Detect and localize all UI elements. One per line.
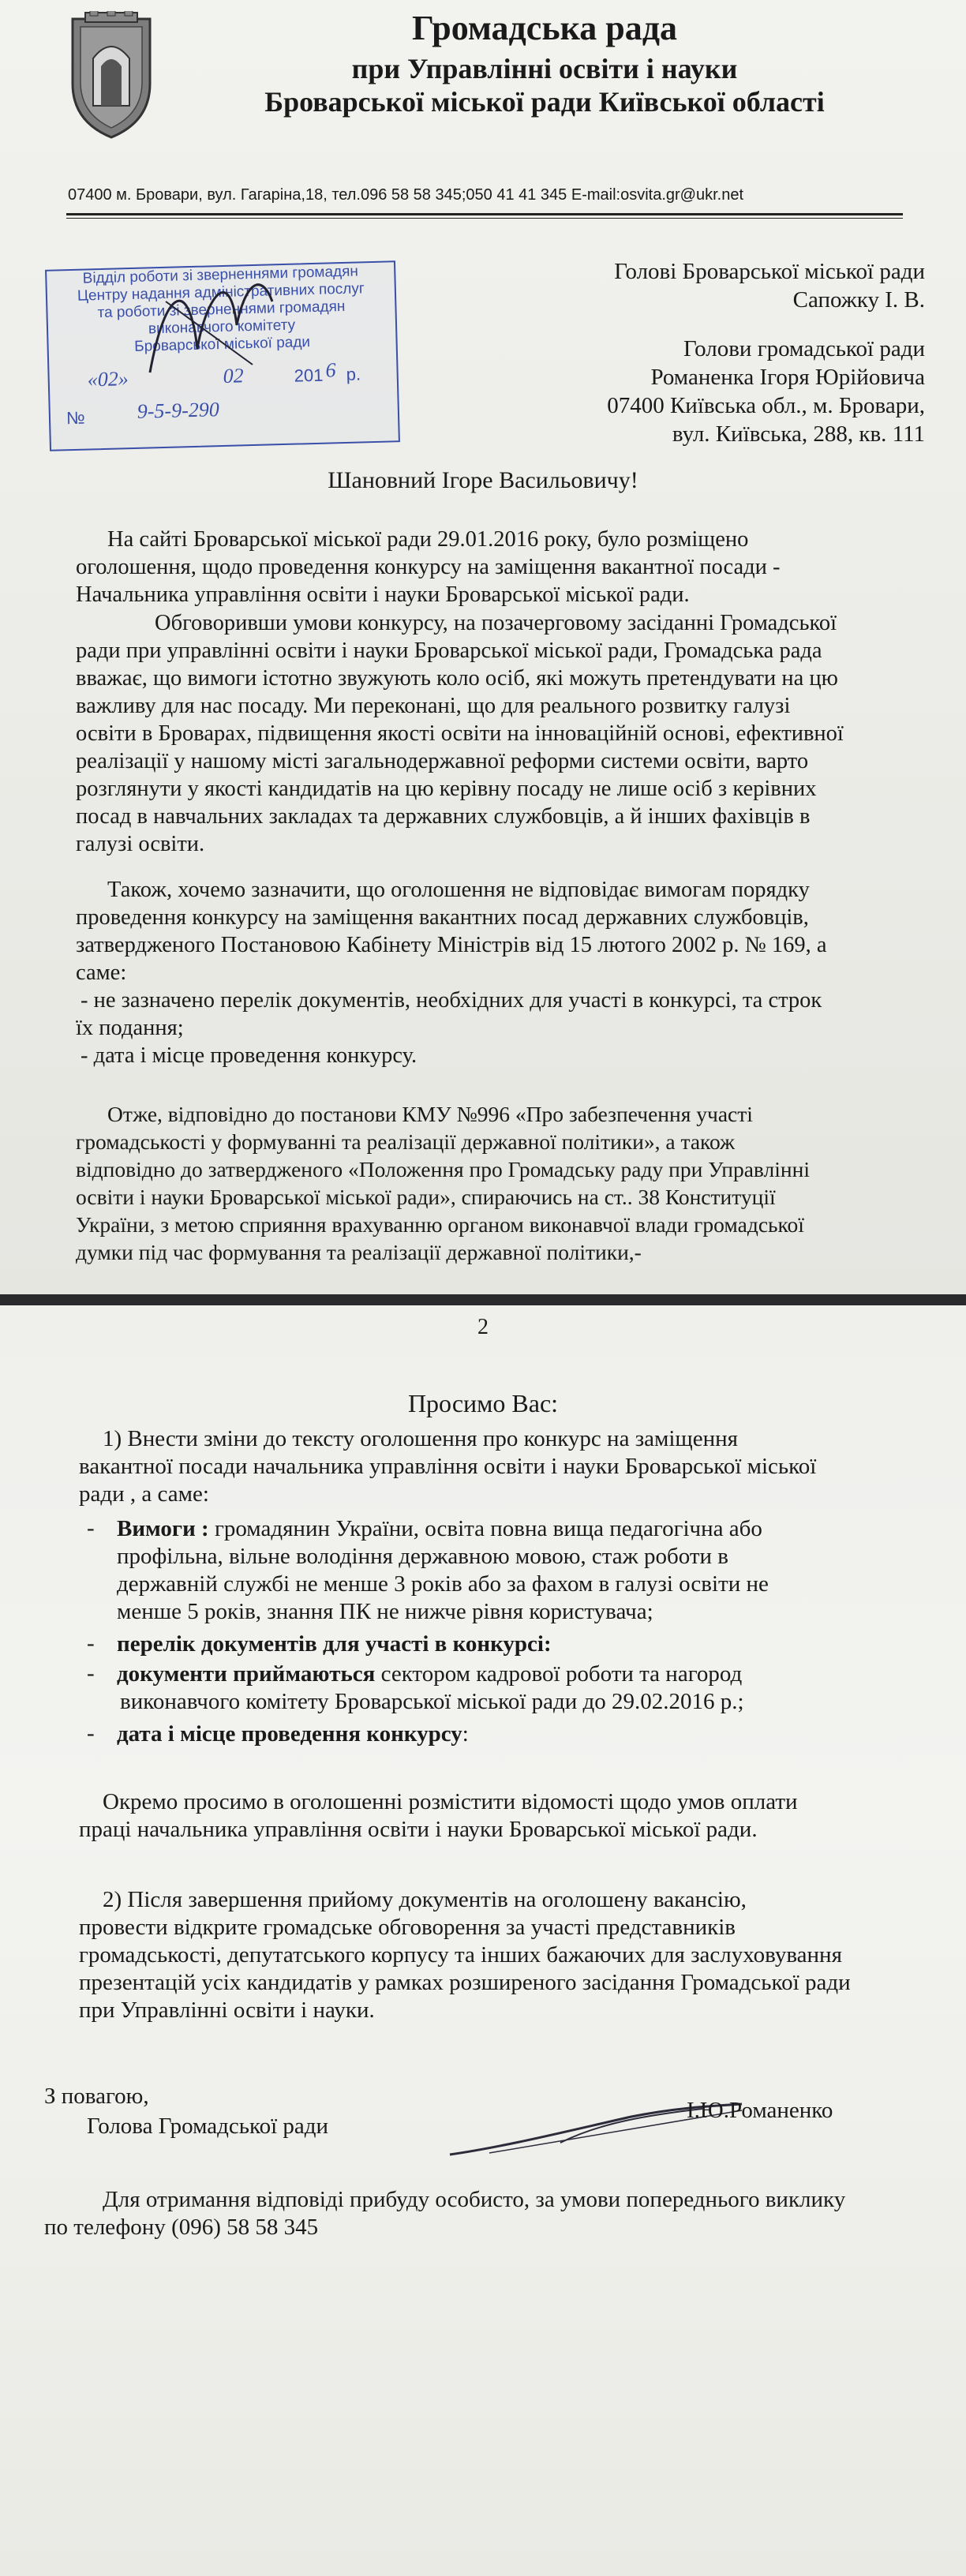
- text-line: громадськості у формуванні та реалізації державної політики», а також: [76, 1129, 736, 1154]
- sender-address-1: 07400 Київська обл., м. Бровари,: [607, 393, 925, 418]
- signatory-position: Голова Громадської ради: [87, 2114, 329, 2139]
- text-line: їх подання;: [76, 1016, 184, 1040]
- recipient-position: Голові Броварської міської ради: [614, 259, 925, 284]
- paragraph-1: [76, 526, 912, 608]
- text-line: освіти і науки Броварської міської ради», спираючись на ст.. 38 Конституції: [76, 1185, 776, 1209]
- text-line: Для отримання відповіді прибуду особисто, за умови попереднього виклику: [103, 2187, 846, 2212]
- page-separator: [0, 1294, 966, 1305]
- stamp-line: Броварської міської ради: [133, 334, 311, 355]
- text-line: освіти в Броварах, підвищення якості освіти на інноваційній основі, ефективної: [76, 721, 844, 746]
- text-line: відповідно до затвердженого «Положення про Громадську раду при Управлінні: [76, 1157, 810, 1181]
- text-line: ради при управлінні освіти і науки Броварської міської ради, Громадська рада: [76, 638, 822, 663]
- bullet-dash: -: [87, 1720, 95, 1746]
- documents-list-item: перелік документів для участі в конкурсі:: [117, 1631, 552, 1657]
- request-item-2: [79, 1886, 939, 2024]
- text-line: Обговоривши умови конкурсу, на позачерговому засіданні Громадської: [155, 611, 837, 635]
- requirements-label: Вимоги :: [117, 1516, 209, 1541]
- signatory-name: І.Ю.Романенко: [687, 2098, 833, 2123]
- paragraph-4: [76, 1100, 912, 1266]
- text-line: затвердженого Постановою Кабінету Міністрів від 15 лютого 2002 р. № 169, а: [76, 933, 827, 957]
- text-line: презентацій усіх кандидатів у рамках розширеного засідання Громадської ради: [79, 1970, 851, 1995]
- bullet-dash: -: [87, 1631, 95, 1656]
- text-line: провести відкрите громадське обговорення за участі представників: [79, 1915, 736, 1940]
- text-line: менше 5 років, знання ПК не нижче рівня користувача;: [117, 1599, 653, 1624]
- stamp-number: 9-5-9-290: [137, 398, 220, 423]
- sender-name: Романенка Ігоря Юрійовича: [650, 365, 925, 390]
- text-line: реалізації у нашому місті загальнодержавної реформи системи освіти, варто: [76, 749, 809, 773]
- request-heading: Просимо Вас:: [407, 1389, 559, 1417]
- text-line: Також, хочемо зазначити, що оголошення не відповідає вимогам порядку: [107, 878, 810, 902]
- stamp-line: виконавчого комітету: [148, 316, 296, 338]
- paragraph-3: [76, 876, 912, 1069]
- text-line: Окремо просимо в оголошенні розмістити відомості щодо умов оплати: [103, 1789, 798, 1814]
- text-line: України, з метою сприяння врахуванню органом виконавчої влади громадської: [76, 1212, 804, 1237]
- org-name-line-2: при Управлінні освіти і науки: [351, 53, 738, 84]
- stamp-line: Відділ роботи зі зверненнями громадян: [82, 263, 359, 287]
- separate-request: [79, 1788, 939, 1844]
- text-line: громадянин України, освіта повна вища педагогічна або: [208, 1516, 762, 1541]
- text-line: 1) Внести зміни до тексту оголошення про конкурс на заміщення: [103, 1426, 739, 1451]
- text-line: На сайті Броварської міської ради 29.01.2016 року, було розміщено: [107, 527, 749, 552]
- org-address: 07400 м. Бровари, вул. Гагаріна,18, тел.096 58 58 345;050 41 41 345 E-mail:osvita.gr@ukr.net: [68, 186, 744, 204]
- text-line: громадськості, депутатського корпусу та інших бажаючих для заслуховування: [79, 1942, 842, 1968]
- paragraph-2: [76, 609, 912, 858]
- stamp-month: 02: [223, 364, 245, 388]
- recipient-name: Сапожку І. В.: [792, 287, 925, 313]
- header-divider: [66, 213, 903, 215]
- text-line: саме:: [76, 960, 127, 985]
- text-line: розглянути у якості кандидатів на цю керівну посаду не лише осіб з керівних: [76, 777, 817, 801]
- sender-address-2: вул. Київська, 288, кв. 111: [672, 421, 925, 447]
- text-line: ради , а саме:: [79, 1481, 209, 1507]
- text-line: Начальника управління освіти і науки Броварської міської ради.: [76, 582, 690, 607]
- text-line: державній службі не менше 3 років або за фахом в галузі освіти не: [117, 1571, 769, 1597]
- text-line: вакантної посади начальника управління освіти і науки Броварської міської: [79, 1454, 817, 1479]
- text-line: посад в навчальних закладах та державних службовців, а й інших фахівців в: [76, 804, 811, 829]
- documents-accept-label: документи приймаються: [117, 1661, 376, 1687]
- text-line: важливу для нас посаду. Ми переконані, що для реального розвитку галузі: [76, 694, 791, 718]
- stamp-line: Центру надання адміністративних послуг: [77, 280, 365, 305]
- bullet-dash: -: [87, 1515, 95, 1541]
- coat-of-arms-emblem: [62, 11, 161, 142]
- stamp-year-suffix: 6: [325, 358, 336, 382]
- text-line: при Управлінні освіти і науки.: [79, 1998, 375, 2023]
- bullet-dash: -: [87, 1661, 95, 1686]
- text-line: профільна, вільне володіння державною мовою, стаж роботи в: [117, 1544, 728, 1569]
- text-line: думки під час формування та реалізації державної політики,-: [76, 1240, 642, 1264]
- requirements-item: [117, 1515, 938, 1626]
- documents-accept-item: [117, 1661, 938, 1716]
- text-line: - дата і місце проведення конкурсу.: [80, 1043, 417, 1068]
- text-line: виконавчого комітету Броварської міської ради до 29.02.2016 р.;: [120, 1689, 744, 1714]
- closing-phrase: З повагою,: [44, 2084, 149, 2109]
- footer-note: [44, 2186, 936, 2241]
- text-line: галузі освіти.: [76, 832, 205, 856]
- date-place-colon: :: [462, 1721, 469, 1747]
- salutation: Шановний Ігоре Васильовичу!: [328, 467, 638, 493]
- request-item-1: [79, 1425, 939, 1508]
- text-line: Отже, відповідно до постанови КМУ №996 «Про забезпечення участі: [107, 1102, 753, 1126]
- stamp-day: «02»: [87, 367, 129, 391]
- org-name-line-1: Громадська рада: [412, 9, 677, 47]
- handwritten-signature: [134, 254, 284, 396]
- stamp-year-prefix: 201: [294, 365, 324, 386]
- stamp-line: та роботи зі зверненнями громадян: [97, 298, 346, 322]
- date-place-label: дата і місце проведення конкурсу: [117, 1721, 462, 1747]
- sender-position: Голови громадської ради: [683, 336, 925, 361]
- text-line: - не зазначено перелік документів, необхідних для участі в конкурсі, та строк: [80, 988, 822, 1013]
- text-line: проведення конкурсу на заміщення вакантних посад державних службовців,: [76, 905, 809, 930]
- text-line: сектором кадрової роботи та нагород: [375, 1661, 743, 1687]
- text-line: оголошення, щодо проведення конкурсу на заміщення вакантної посади -: [76, 555, 781, 579]
- org-name-line-3: Броварської міської ради Київської області: [264, 86, 825, 118]
- text-line: вважає, що вимоги істотно звужують коло осіб, які можуть претендувати на цю: [76, 666, 838, 691]
- text-line: по телефону (096) 58 58 345: [44, 2215, 319, 2240]
- header-divider-thin: [66, 218, 903, 219]
- page-number: 2: [477, 1315, 489, 1339]
- text-line: 2) Після завершення прийому документів на оголошену вакансію,: [103, 1887, 747, 1912]
- stamp-number-label: №: [66, 407, 85, 429]
- stamp-year-unit: р.: [346, 364, 361, 384]
- text-line: праці начальника управління освіти і науки Броварської міської ради.: [79, 1817, 758, 1842]
- date-place-item: [117, 1720, 938, 1748]
